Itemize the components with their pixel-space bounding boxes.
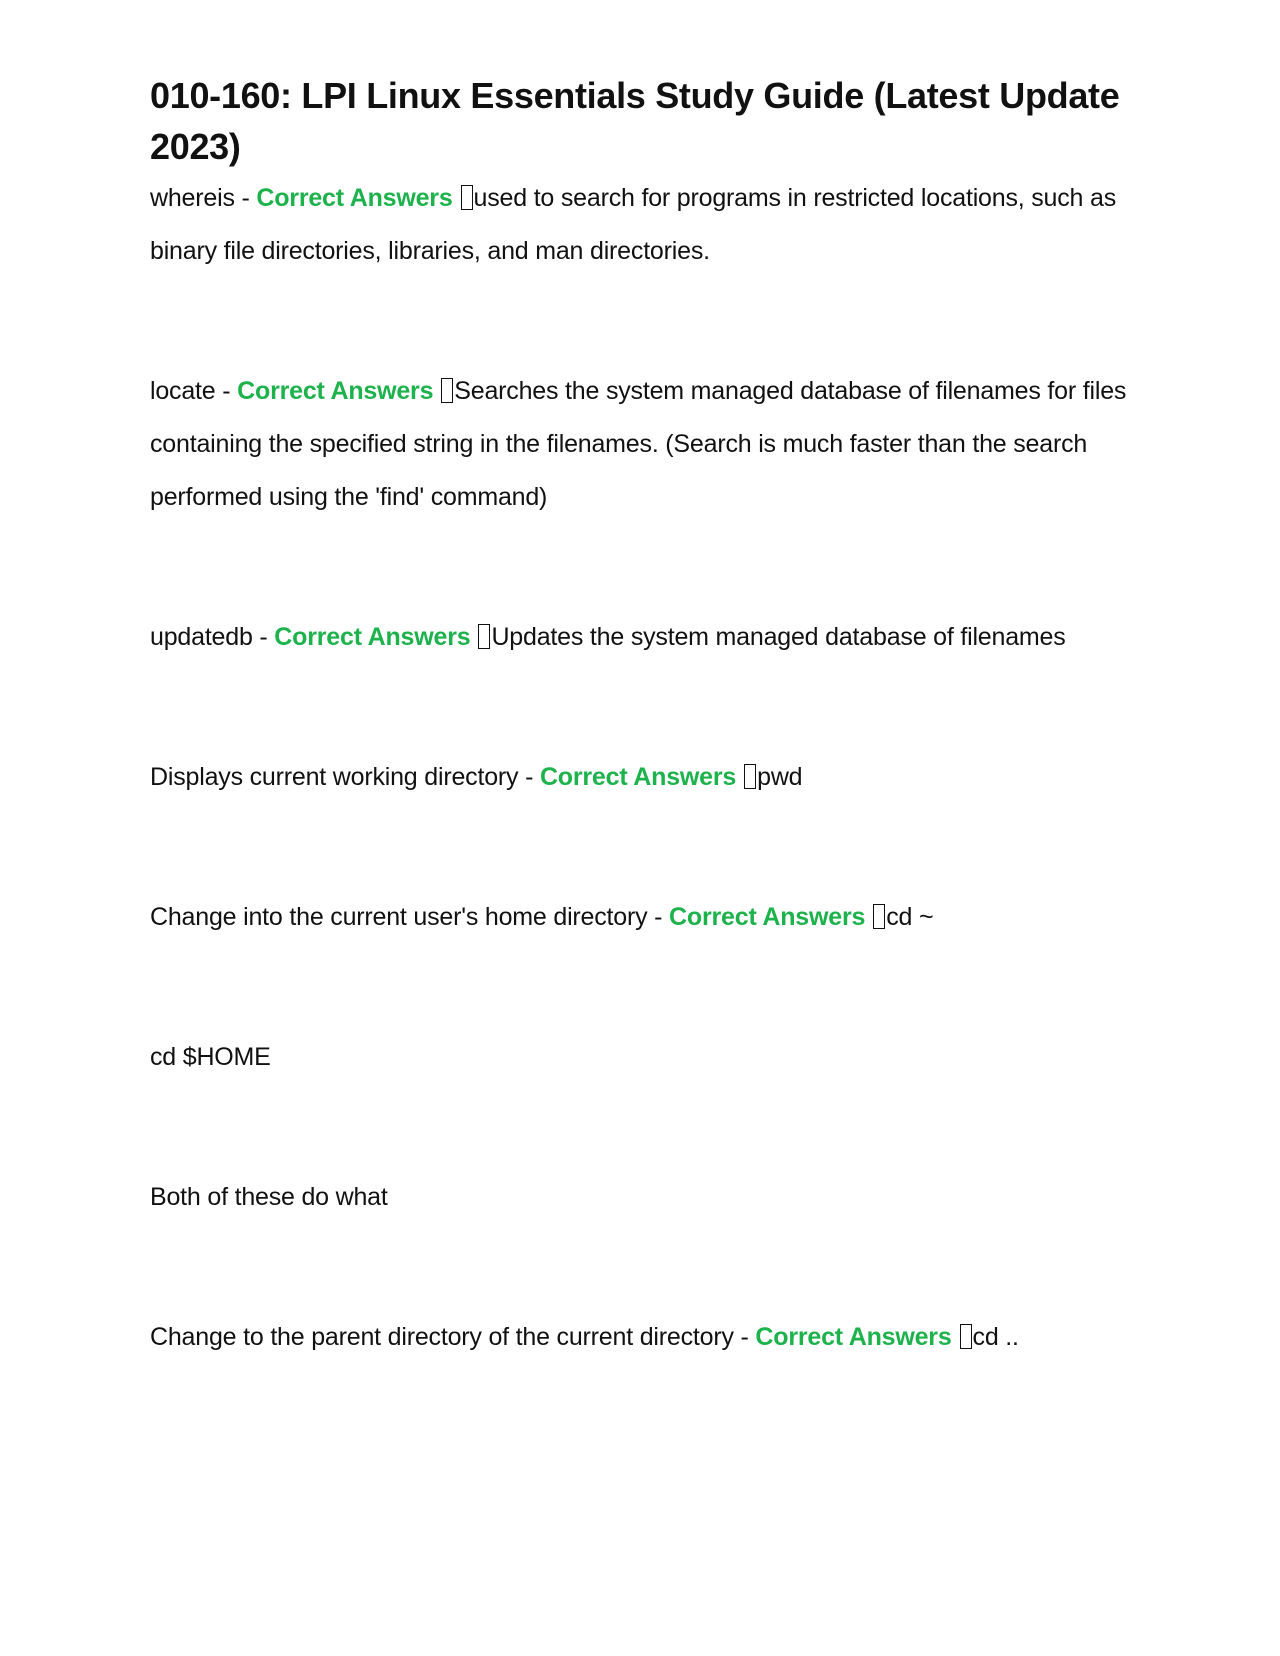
entry-answer: Updates the system managed database of filenames bbox=[491, 623, 1066, 651]
entry-answer: cd .. bbox=[972, 1323, 1019, 1351]
correct-answers-label: Correct Answers bbox=[669, 903, 866, 931]
document-title: 010-160: LPI Linux Essentials Study Guide (Latest Update 2023) bbox=[150, 75, 1120, 167]
correct-answers-label: Correct Answers bbox=[237, 377, 434, 405]
entry-term: updatedb - bbox=[150, 623, 275, 651]
flashcard-continuation: cd $HOME bbox=[150, 1043, 271, 1071]
entry-term: locate - bbox=[150, 377, 238, 405]
entry-term: Change to the parent directory of the current directory - bbox=[150, 1323, 756, 1351]
entry-term: Displays current working directory - bbox=[150, 763, 540, 791]
entry-answer: used to search for programs in restricted locations, such as binary file directories, libraries, and man directories. bbox=[150, 184, 1116, 265]
flashcard-entry bbox=[150, 172, 1160, 278]
flashcard-entry bbox=[150, 891, 1160, 944]
flashcard-continuation: Both of these do what bbox=[150, 1183, 388, 1211]
flashcard-entry bbox=[150, 1311, 1160, 1364]
correct-answers-label: Correct Answers bbox=[274, 623, 471, 651]
missing-glyph-icon bbox=[873, 904, 885, 929]
entry-answer: cd ~ bbox=[886, 903, 934, 931]
entry-answer: Searches the system managed database of filenames for files containing the specified string in the filenames. (Search is much faster than the search performed using the 'find' command) bbox=[150, 377, 1127, 511]
entry-answer: pwd bbox=[757, 763, 803, 791]
document-page bbox=[150, 70, 1160, 1364]
flashcard-entry bbox=[150, 751, 1160, 804]
entry-term: whereis - bbox=[150, 184, 257, 212]
flashcard-entry bbox=[150, 611, 1160, 664]
missing-glyph-icon bbox=[960, 1324, 972, 1349]
missing-glyph-icon bbox=[441, 378, 453, 403]
flashcard-entry bbox=[150, 365, 1160, 524]
correct-answers-label: Correct Answers bbox=[256, 184, 453, 212]
entry-term: Change into the current user's home directory - bbox=[150, 903, 670, 931]
missing-glyph-icon bbox=[461, 185, 473, 210]
missing-glyph-icon bbox=[478, 624, 490, 649]
missing-glyph-icon bbox=[744, 764, 756, 789]
correct-answers-label: Correct Answers bbox=[539, 763, 737, 791]
correct-answers-label: Correct Answers bbox=[755, 1323, 952, 1351]
